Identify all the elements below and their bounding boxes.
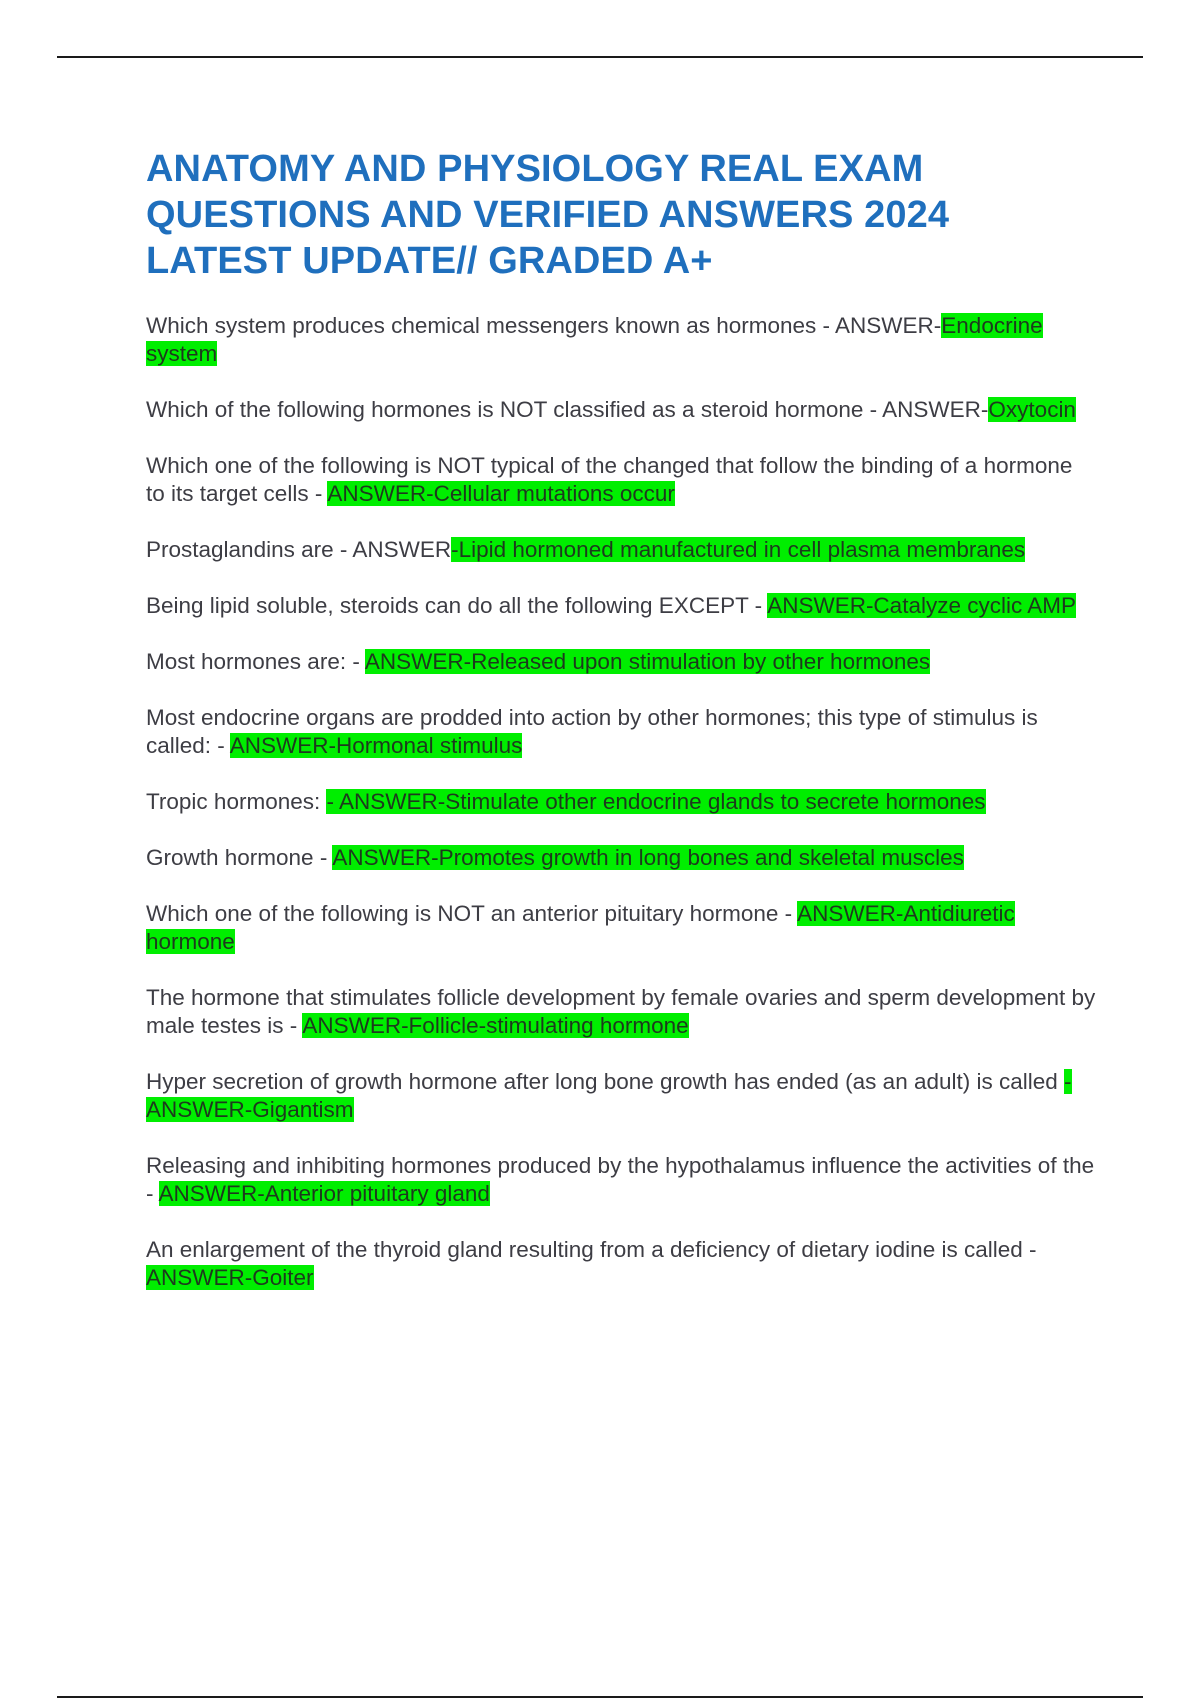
bottom-rule (57, 1696, 1143, 1698)
answer-highlight: Oxytocin (988, 397, 1076, 422)
question-text: Which system produces chemical messengers known as hormones - ANSWER- (146, 313, 942, 338)
answer-highlight: ANSWER-Released upon stimulation by other hormones (364, 649, 931, 674)
qa-item (146, 984, 1096, 1040)
answer-highlight: - ANSWER-Gigantism (146, 1069, 1072, 1122)
qa-item (146, 844, 1096, 872)
question-text: Which of the following hormones is NOT classified as a steroid hormone - ANSWER- (146, 397, 989, 422)
qa-item (146, 704, 1096, 760)
answer-highlight: ANSWER-Follicle-stimulating hormone (302, 1013, 689, 1038)
qa-item (146, 312, 1096, 368)
qa-item (146, 1068, 1096, 1124)
qa-item (146, 452, 1096, 508)
qa-list (146, 312, 1096, 1292)
question-text: Which one of the following is NOT typical of the changed that follow the binding of a hormone to its target cells - (146, 453, 1073, 506)
question-text: Growth hormone - (146, 845, 333, 870)
qa-item (146, 536, 1096, 564)
top-rule (57, 56, 1143, 58)
answer-highlight: -Lipid hormoned manufactured in cell plasma membranes (451, 537, 1026, 562)
qa-item (146, 1152, 1096, 1208)
question-text: Prostaglandins are - ANSWER (146, 537, 452, 562)
question-text: The hormone that stimulates follicle development by female ovaries and sperm development by male testes is - (146, 985, 1096, 1038)
qa-item (146, 788, 1096, 816)
qa-item (146, 592, 1096, 620)
question-text: Most endocrine organs are prodded into action by other hormones; this type of stimulus is called: - (146, 705, 1038, 758)
question-text: Releasing and inhibiting hormones produced by the hypothalamus influence the activities of the - (146, 1153, 1095, 1206)
answer-highlight: ANSWER-Promotes growth in long bones and skeletal muscles (332, 845, 964, 870)
answer-highlight: ANSWER-Hormonal stimulus (229, 733, 523, 758)
answer-highlight: ANSWER-Catalyze cyclic AMP (767, 593, 1076, 618)
question-text: Being lipid soluble, steroids can do all the following EXCEPT - (146, 593, 768, 618)
question-text: Which one of the following is NOT an anterior pituitary hormone - (146, 901, 798, 926)
qa-item (146, 396, 1096, 424)
question-text: An enlargement of the thyroid gland resulting from a deficiency of dietary iodine is called - (146, 1237, 1037, 1262)
qa-item (146, 900, 1096, 956)
answer-highlight: ANSWER-Anterior pituitary gland (158, 1181, 490, 1206)
qa-item (146, 648, 1096, 676)
answer-highlight: ANSWER-Cellular mutations occur (327, 481, 675, 506)
question-text: Tropic hormones: (146, 789, 327, 814)
document-body (146, 146, 1096, 1320)
document-title: ANATOMY AND PHYSIOLOGY REAL EXAM QUESTIONS AND VERIFIED ANSWERS 2024 LATEST UPDATE// GRADED A+ (146, 148, 950, 282)
answer-highlight: ANSWER-Goiter (146, 1265, 314, 1290)
question-text: Most hormones are: - (146, 649, 365, 674)
answer-highlight: - ANSWER-Stimulate other endocrine glands to secrete hormones (326, 789, 986, 814)
qa-item (146, 1236, 1096, 1292)
answer-highlight: ANSWER-Antidiuretic hormone (146, 901, 1015, 954)
question-text: Hyper secretion of growth hormone after long bone growth has ended (as an adult) is called (146, 1069, 1065, 1094)
answer-highlight: Endocrine system (146, 313, 1043, 366)
